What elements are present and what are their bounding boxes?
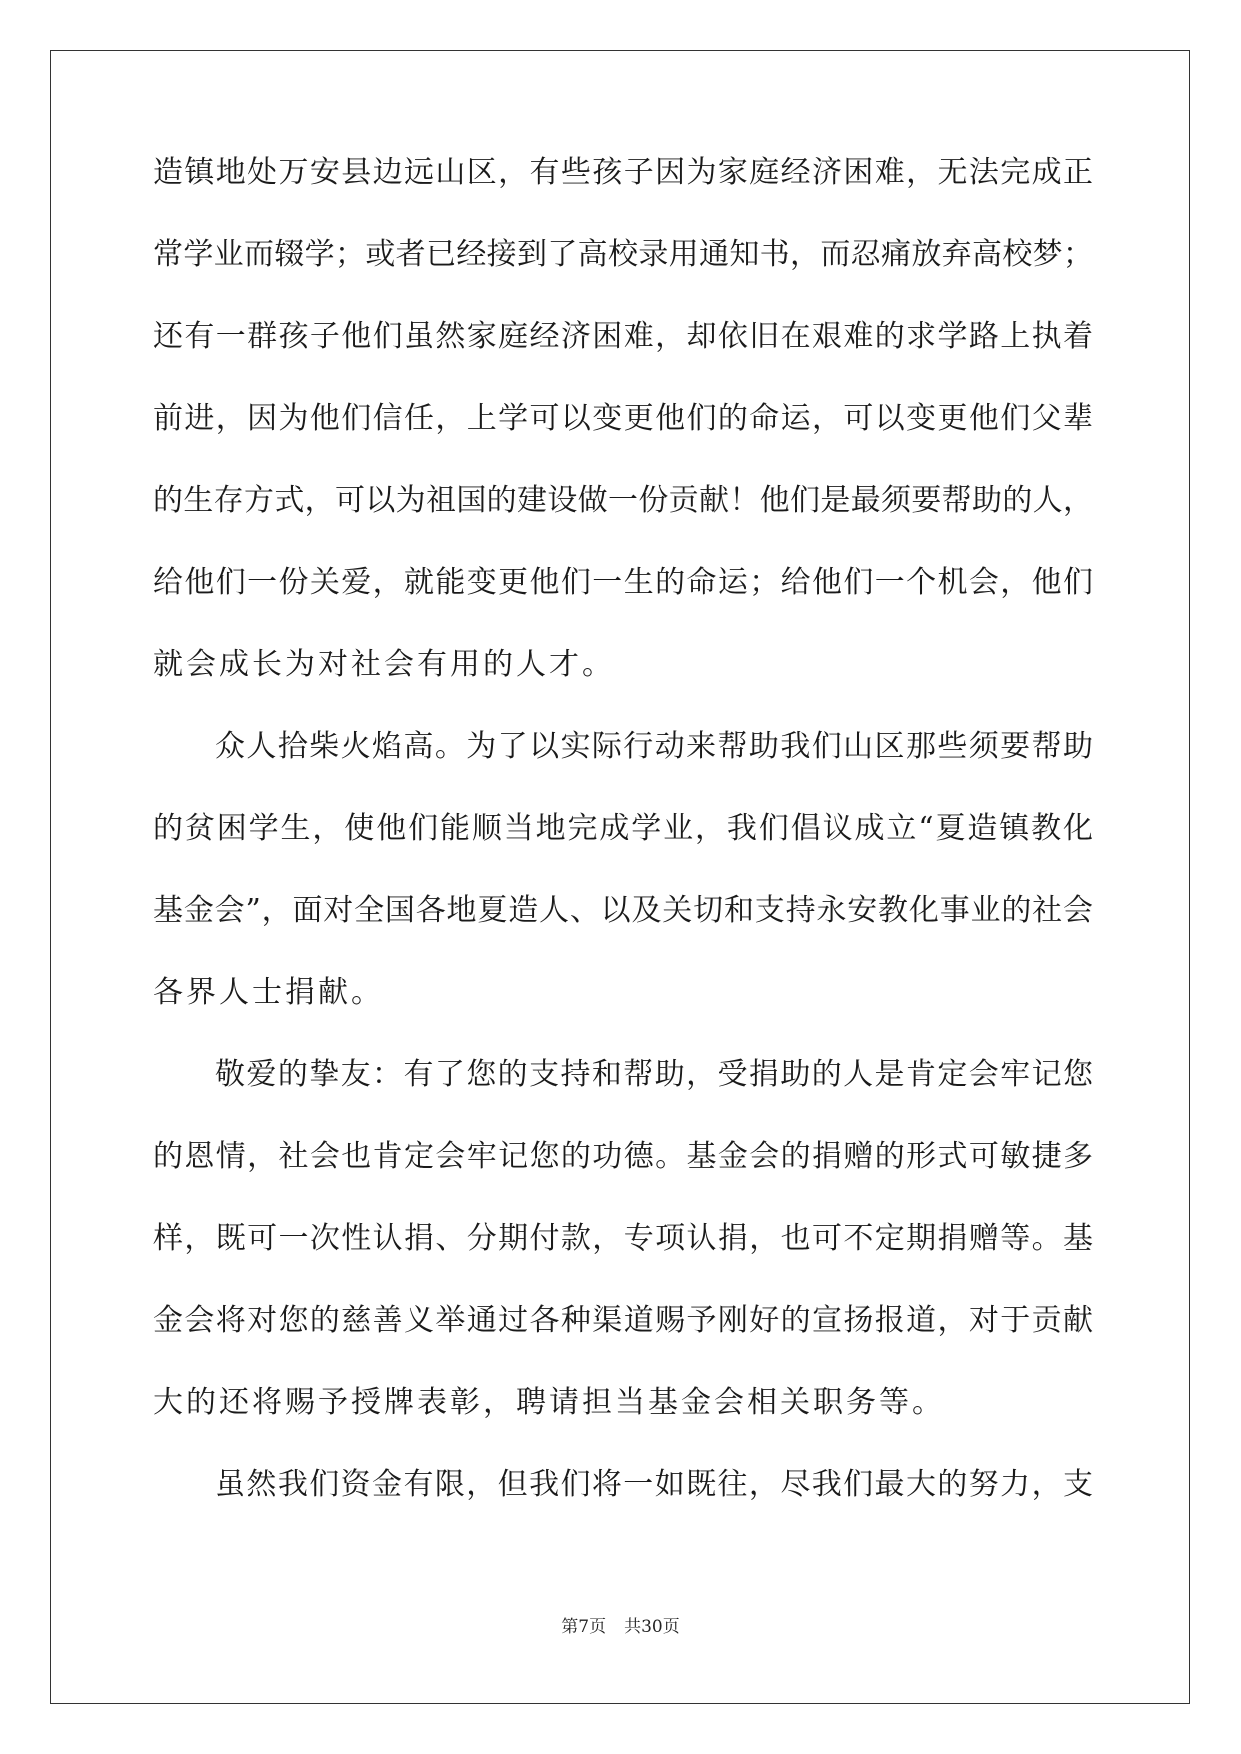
page-number-current: 第7页 bbox=[561, 1617, 607, 1637]
text-line: 样，既可一次性认捐、分期付款，专项认捐，也可不定期捐赠等。基 bbox=[153, 1221, 1093, 1256]
paragraph-start-line: 众人拾柴火焰高。为了以实际行动来帮助我们山区那些须要帮助 bbox=[215, 729, 1093, 764]
text-line: 基金会”，面对全国各地夏造人、以及关切和支持永安教化事业的社会 bbox=[153, 893, 1093, 928]
text-line: 的生存方式，可以为祖国的建设做一份贡献！他们是最须要帮助的人， bbox=[153, 483, 1093, 518]
text-line: 就会成长为对社会有用的人才。 bbox=[153, 647, 615, 682]
text-line: 的贫困学生，使他们能顺当地完成学业，我们倡议成立“夏造镇教化 bbox=[153, 811, 1093, 846]
text-line: 常学业而辍学；或者已经接到了高校录用通知书，而忍痛放弃高校梦； bbox=[153, 237, 1093, 272]
text-line: 各界人士捐献。 bbox=[153, 975, 384, 1010]
text-line: 的恩情，社会也肯定会牢记您的功德。基金会的捐赠的形式可敏捷多 bbox=[153, 1139, 1093, 1174]
page-footer bbox=[0, 1617, 1241, 1637]
text-line: 金会将对您的慈善义举通过各种渠道赐予刚好的宣扬报道，对于贡献 bbox=[153, 1303, 1093, 1338]
text-line: 还有一群孩子他们虽然家庭经济困难，却依旧在艰难的求学路上执着 bbox=[153, 319, 1093, 354]
text-line: 大的还将赐予授牌表彰，聘请担当基金会相关职务等。 bbox=[153, 1385, 945, 1420]
text-line: 前进，因为他们信任，上学可以变更他们的命运，可以变更他们父辈 bbox=[153, 401, 1093, 436]
paragraph-start-line: 虽然我们资金有限，但我们将一如既往，尽我们最大的努力，支 bbox=[215, 1467, 1093, 1502]
document-body bbox=[153, 155, 1093, 1552]
text-line: 造镇地处万安县边远山区，有些孩子因为家庭经济困难，无法完成正 bbox=[153, 155, 1093, 190]
text-line: 给他们一份关爱，就能变更他们一生的命运；给他们一个机会，他们 bbox=[153, 565, 1093, 600]
page-number-total: 共30页 bbox=[624, 1617, 680, 1637]
paragraph-start-line: 敬爱的挚友：有了您的支持和帮助，受捐助的人是肯定会牢记您 bbox=[215, 1057, 1093, 1092]
